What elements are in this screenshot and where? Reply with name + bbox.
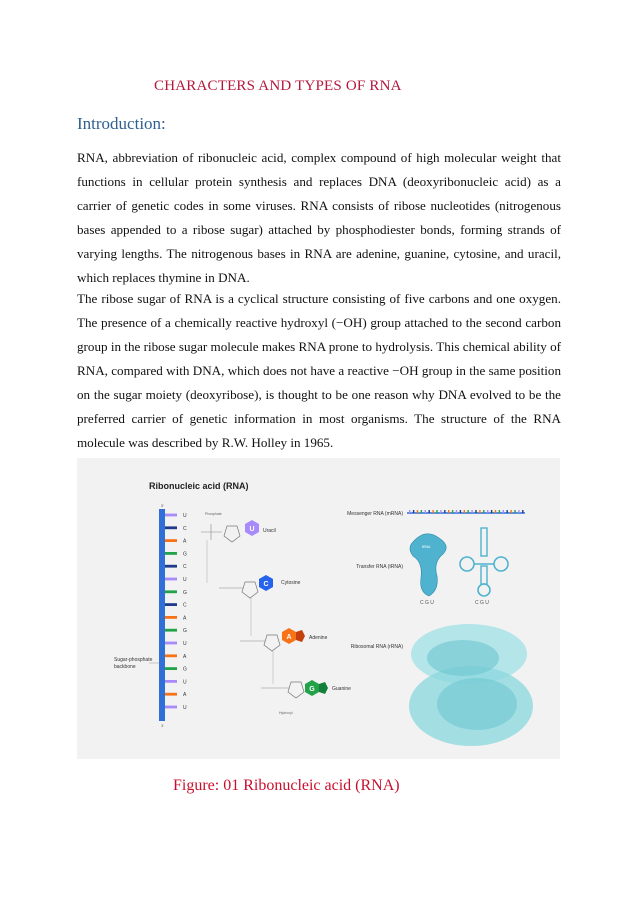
uracil-ribose-ring	[224, 526, 240, 542]
cytosine-ribose-ring	[242, 582, 258, 598]
base-bar	[165, 706, 177, 709]
backbone-label-line2: backbone	[114, 664, 136, 670]
guanine-letter: G	[309, 686, 315, 693]
mrna-base-tick	[448, 510, 449, 513]
trna-d-loop	[460, 557, 474, 571]
strand-3prime: 3'	[161, 723, 164, 728]
hydroxyl-label: Hydroxyl	[279, 711, 293, 715]
mrna-base-tick	[425, 510, 426, 513]
nucleotide-cytosine	[219, 575, 301, 636]
mrna-base-tick	[452, 510, 453, 513]
mrna-base-tick	[413, 510, 414, 513]
trna-3d-shape	[410, 534, 446, 596]
section-heading: Introduction:	[77, 114, 166, 133]
mrna-base-tick	[510, 510, 511, 513]
trna-anticodon-stem	[481, 566, 487, 584]
uracil-name: Uracil	[263, 528, 276, 534]
base-letter: U	[183, 679, 187, 686]
base-letter: G	[183, 666, 187, 673]
uracil-phosphate-bonds	[201, 524, 222, 540]
base-bar	[165, 514, 177, 517]
mrna-base-tick	[499, 510, 500, 513]
mrna-base-tick	[487, 510, 488, 513]
mrna-label: Messenger RNA (mRNA)	[347, 511, 403, 517]
base-bar	[165, 654, 177, 657]
base-bar	[165, 693, 177, 696]
paragraph-1: RNA, abbreviation of ribonucleic acid, complex compound of high molecular weight that functions in cellular protein synthesis and replaces DNA (deoxyribonucleic acid) as a carrier of genetic codes in some viruses. RNA consists of ribose nucleotides (nitrogenous bases appended to a ribose sugar) attached by phosphodiester bonds, forming strands of varying lengths. The nitrogenous bases in RNA are adenine, guanine, cytosine, and uracil, which replaces thymine in DNA.	[77, 150, 561, 285]
mrna-base-tick	[514, 510, 515, 513]
adenine-letter: A	[286, 634, 292, 641]
figure-caption: Figure: 01 Ribonucleic acid (RNA)	[173, 777, 400, 794]
mrna-base-tick	[518, 510, 519, 513]
base-letter: U	[183, 513, 187, 519]
guanine-name: Guanine	[332, 686, 351, 692]
rrna-label: Ribosomal RNA (rRNA)	[350, 644, 403, 650]
mrna-base-tick	[409, 510, 410, 513]
mrna-base-tick	[503, 510, 504, 513]
uracil-letter: U	[249, 526, 255, 533]
mrna-base-tick	[436, 510, 437, 513]
trna-cloverleaf-anticodon: C G U	[475, 600, 489, 606]
base-bar	[165, 667, 177, 670]
base-letter: U	[183, 641, 187, 647]
mrna-base-tick	[440, 510, 441, 513]
mrna-base-tick	[444, 510, 445, 513]
paragraph-2: The ribose sugar of RNA is a cyclical structure consisting of five carbons and one oxygen. The presence of a chemically reactive hydroxyl (−OH) group attached to the second carbon group in the ribose sugar molecule makes RNA prone to hydrolysis. This chemical ability of RNA, compared with DNA, which does not have a reactive −OH group in the same position on the sugar moiety (deoxyribose), is thought to be one reason why DNA evolved to be the preferred carrier of genetic information in most organisms. The structure of the RNA molecule was described by R.W. Holley in 1965.	[77, 291, 561, 450]
mrna-base-tick	[495, 510, 496, 513]
trna-cloverleaf	[460, 528, 508, 606]
mrna-base-tick	[432, 510, 433, 513]
nucleotide-adenine	[240, 628, 328, 684]
rna-figure	[77, 458, 560, 759]
base-bar	[165, 578, 177, 581]
strand-5prime: 5'	[161, 503, 164, 508]
backbone-label-line1: Sugar-phosphate	[114, 657, 153, 663]
mrna-base-tick	[483, 510, 484, 513]
ribosome-rrna-texture-2	[437, 678, 517, 730]
trna-t-loop	[494, 557, 508, 571]
base-letter: G	[183, 628, 187, 635]
mrna-base-tick	[456, 510, 457, 513]
cytosine-letter: C	[263, 581, 269, 588]
base-bar	[165, 526, 177, 529]
trna-acceptor-stem	[481, 528, 487, 556]
base-bar	[165, 539, 177, 542]
base-letter: C	[183, 602, 187, 609]
mrna-base-tick	[522, 510, 523, 513]
base-bar	[165, 629, 177, 632]
mrna-base-tick	[460, 510, 461, 513]
trna-tag: tRNA	[422, 545, 431, 549]
guanine-ribose-ring	[288, 682, 304, 698]
base-bar	[165, 680, 177, 683]
base-letter: C	[183, 564, 187, 571]
mrna-base-tick	[479, 510, 480, 513]
base-letter: G	[183, 551, 187, 558]
trna-3d-model	[410, 534, 446, 606]
base-letter: U	[183, 577, 187, 583]
document-title: CHARACTERS AND TYPES OF RNA	[154, 78, 402, 94]
base-bar	[165, 616, 177, 619]
mrna-base-tick	[491, 510, 492, 513]
base-sequence	[165, 513, 187, 711]
mrna-base-tick	[421, 510, 422, 513]
base-letter: A	[183, 692, 187, 699]
base-bar	[165, 603, 177, 606]
mrna-base-tick	[475, 510, 476, 513]
adenine-name: Adenine	[309, 635, 328, 641]
base-letter: A	[183, 615, 187, 622]
base-letter: A	[183, 653, 187, 660]
rrna-ribosome	[409, 624, 533, 746]
guanine-ring-2	[319, 682, 328, 694]
figure-title: Ribonucleic acid (RNA)	[149, 481, 249, 491]
mrna-base-tick	[429, 510, 430, 513]
mrna-base-tick	[471, 510, 472, 513]
adenine-ribose-ring	[264, 635, 280, 651]
nucleotide-uracil	[201, 512, 276, 583]
rna-illustration	[77, 458, 560, 759]
cytosine-name: Cytosine	[281, 580, 301, 586]
mrna-base-tick	[468, 510, 469, 513]
base-bar	[165, 565, 177, 568]
sugar-phosphate-backbone	[159, 509, 165, 721]
base-bar	[165, 590, 177, 593]
mrna-base-tick	[464, 510, 465, 513]
mrna-base-tick	[507, 510, 508, 513]
nucleotide-guanine	[261, 680, 351, 715]
ribosome-rrna-texture-1	[427, 640, 499, 676]
mrna-base-tick	[417, 510, 418, 513]
trna-label: Transfer RNA (tRNA)	[356, 564, 403, 570]
trna-anticodon-loop	[478, 584, 490, 596]
base-letter: U	[183, 705, 187, 711]
adenine-ring-2	[296, 630, 305, 642]
base-letter: C	[183, 525, 187, 532]
base-bar	[165, 552, 177, 555]
phosphate-label: Phosphate	[205, 512, 222, 516]
base-bar	[165, 642, 177, 645]
base-letter: A	[183, 538, 187, 545]
trna-3d-anticodon: C G U	[420, 600, 434, 606]
base-letter: G	[183, 589, 187, 596]
